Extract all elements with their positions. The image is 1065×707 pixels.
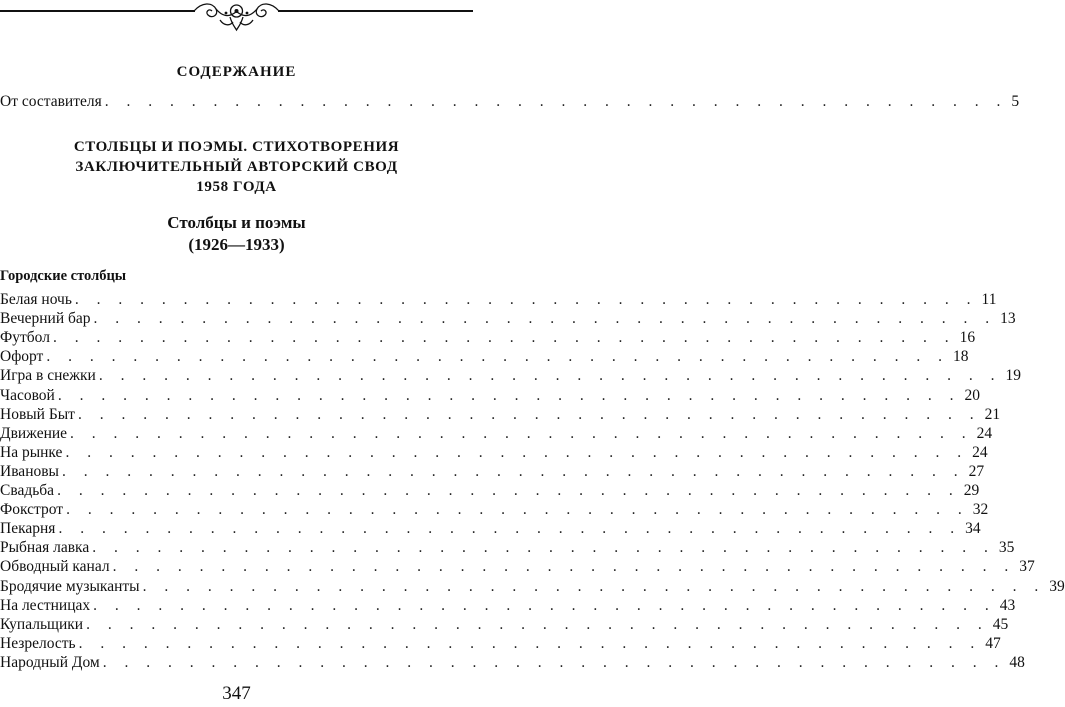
toc-entry-label: Фокстрот bbox=[0, 501, 64, 519]
toc-entry[interactable] bbox=[0, 386, 980, 405]
toc-entry-page: 5 bbox=[1011, 93, 1020, 110]
toc-entry[interactable] bbox=[0, 443, 988, 462]
toc-leader-dots: . . . . . . . . . . . . . . . . . . . . . . . . . . . . . . . . . . . . . . . . . . bbox=[102, 653, 1006, 671]
toc-leader-dots: . . . . . . . . . . . . . . . . . . . . . . . . . . . . . . . . . . . . . . . . . . bbox=[104, 93, 1008, 110]
toc-entry-label: Ивановы bbox=[0, 462, 59, 480]
toc-entry-label: Белая ночь bbox=[0, 291, 72, 308]
toc-leader-dots: . . . . . . . . . . . . . . . . . . . . . . . . . . . . . . . . . . . . . . . . . . bbox=[142, 577, 1046, 595]
toc-entry-label: Часовой bbox=[0, 386, 55, 404]
toc-entry-page: 24 bbox=[972, 443, 988, 461]
toc-entry[interactable] bbox=[0, 462, 985, 481]
toc-entry[interactable] bbox=[0, 557, 1035, 576]
toc-entry-page: 32 bbox=[972, 501, 989, 519]
toc-leader-dots: . . . . . . . . . . . . . . . . . . . . . . . . . . . . . . . . . . . . . . . . . . bbox=[57, 386, 961, 404]
toc-entry-label: От составителя bbox=[0, 93, 102, 110]
toc-entry[interactable] bbox=[0, 347, 969, 366]
toc-entry-page: 35 bbox=[998, 539, 1015, 557]
header-rule-left bbox=[0, 10, 195, 12]
section-heading-line3: 1958 ГОДА bbox=[196, 179, 277, 195]
toc-leader-dots: . . . . . . . . . . . . . . . . . . . . . . . . . . . . . . . . . . . . . . . . . . bbox=[61, 462, 965, 480]
toc-entry-page: 24 bbox=[976, 424, 993, 442]
toc-entry[interactable] bbox=[0, 634, 1001, 653]
subsection-title: Столбцы и поэмы bbox=[167, 213, 306, 232]
toc-entry-label: Офорт bbox=[0, 348, 44, 366]
toc-leader-dots: . . . . . . . . . . . . . . . . . . . . . . . . . . . . . . . . . . . . . . . . . . bbox=[78, 634, 982, 652]
toc-entry[interactable] bbox=[0, 309, 1016, 328]
toc-entry-label: Вечерний бар bbox=[0, 310, 91, 328]
toc-leader-dots: . . . . . . . . . . . . . . . . . . . . . . . . . . . . . . . . . . . . . . . . . . bbox=[66, 501, 969, 519]
floral-ornament-icon bbox=[190, 0, 283, 32]
toc-entry[interactable] bbox=[0, 328, 976, 347]
toc-entry-page: 16 bbox=[959, 329, 976, 347]
toc-entry-page: 47 bbox=[985, 634, 1001, 652]
toc-entry-page: 11 bbox=[981, 291, 997, 308]
subsection-years: (1926—1933) bbox=[188, 235, 285, 254]
toc-entry[interactable] bbox=[0, 481, 980, 500]
toc-leader-dots: . . . . . . . . . . . . . . . . . . . . . . . . . . . . . . . . . . . . . . . . . . bbox=[46, 348, 949, 366]
toc-leader-dots: . . . . . . . . . . . . . . . . . . . . . . . . . . . . . . . . . . . . . . . . . . bbox=[86, 615, 989, 633]
toc-entry-page: 48 bbox=[1009, 653, 1025, 671]
toc-leader-dots: . . . . . . . . . . . . . . . . . . . . . . . . . . . . . . . . . . . . . . . . . . bbox=[57, 482, 960, 499]
toc-leader-dots: . . . . . . . . . . . . . . . . . . . . . . . . . . . . . . . . . . . . . . . . . . bbox=[77, 405, 981, 423]
toc-leader-dots: . . . . . . . . . . . . . . . . . . . . . . . . . . . . . . . . . . . . . . . . . . bbox=[70, 424, 973, 442]
toc-entry-page: 21 bbox=[984, 405, 1001, 423]
toc-entry-label: Народный Дом bbox=[0, 653, 100, 671]
toc-entry-label: Купальщики bbox=[0, 615, 84, 633]
toc-entry-page: 37 bbox=[1019, 558, 1035, 576]
toc-entry-page: 39 bbox=[1049, 577, 1065, 595]
toc-entry[interactable] bbox=[0, 366, 1021, 385]
toc-leader-dots: . . . . . . . . . . . . . . . . . . . . . . . . . . . . . . . . . . . . . . . . . . bbox=[98, 367, 1002, 385]
toc-entry[interactable] bbox=[0, 290, 997, 309]
toc-entry-page: 43 bbox=[999, 596, 1016, 614]
toc-entry-label: Обводный канал bbox=[0, 558, 110, 576]
toc-entry[interactable] bbox=[0, 405, 1001, 424]
toc-leader-dots: . . . . . . . . . . . . . . . . . . . . . . . . . . . . . . . . . . . . . . . . . . bbox=[93, 310, 997, 328]
toc-entry[interactable] bbox=[0, 424, 993, 443]
toc-entry[interactable] bbox=[0, 577, 1065, 596]
toc-entry-page: 45 bbox=[992, 615, 1009, 633]
toc-entry[interactable] bbox=[0, 653, 1025, 672]
toc-entry[interactable] bbox=[0, 596, 1016, 615]
toc-entry-label: Движение bbox=[0, 424, 68, 442]
toc-entry-label: Рыбная лавка bbox=[0, 539, 90, 557]
toc-entry-page: 18 bbox=[952, 348, 969, 366]
toc-entry-page: 13 bbox=[1000, 310, 1016, 328]
toc-entry-page: 27 bbox=[968, 462, 985, 480]
toc-leader-dots: . . . . . . . . . . . . . . . . . . . . . . . . . . . . . . . . . . . . . . . . . . bbox=[93, 596, 996, 614]
toc-entry-page: 20 bbox=[964, 386, 980, 404]
toc-entry-label: Свадьба bbox=[0, 482, 55, 499]
toc-entry-page: 29 bbox=[963, 482, 980, 499]
section-heading-line1: СТОЛБЦЫ И ПОЭМЫ. СТИХОТВОРЕНИЯ bbox=[73, 139, 400, 155]
toc-entry-label: На рынке bbox=[0, 443, 63, 461]
group-title: Городские столбцы bbox=[0, 268, 127, 284]
toc-entry-label: Новый Быт bbox=[0, 405, 75, 423]
toc-entry-page: 19 bbox=[1005, 367, 1021, 385]
toc-entry-label: Пекарня bbox=[0, 520, 56, 538]
toc-leader-dots: . . . . . . . . . . . . . . . . . . . . . . . . . . . . . . . . . . . . . . . . . . bbox=[112, 558, 1016, 576]
toc-entry-label: Футбол bbox=[0, 329, 50, 347]
toc-entry[interactable] bbox=[0, 500, 989, 519]
toc-entry-label: На лестницах bbox=[0, 596, 91, 614]
toc-entry-intro[interactable] bbox=[0, 92, 1020, 111]
toc-entry[interactable] bbox=[0, 519, 981, 538]
page-number: 347 bbox=[222, 683, 251, 704]
toc-leader-dots: . . . . . . . . . . . . . . . . . . . . . . . . . . . . . . . . . . . . . . . . . . bbox=[65, 443, 969, 461]
contents-title: СОДЕРЖАНИЕ bbox=[176, 64, 297, 80]
toc-leader-dots: . . . . . . . . . . . . . . . . . . . . . . . . . . . . . . . . . . . . . . . . . . bbox=[92, 539, 995, 557]
header-rule-right bbox=[278, 10, 473, 12]
toc-leader-dots: . . . . . . . . . . . . . . . . . . . . . . . . . . . . . . . . . . . . . . . . . . bbox=[52, 329, 956, 347]
toc-entry-label: Незрелость bbox=[0, 634, 76, 652]
toc-entry-label: Игра в снежки bbox=[0, 367, 96, 385]
toc-entry-page: 34 bbox=[965, 520, 981, 538]
section-heading-line2: ЗАКЛЮЧИТЕЛЬНЫЙ АВТОРСКИЙ СВОД bbox=[75, 159, 398, 175]
toc-entry[interactable] bbox=[0, 538, 1015, 557]
toc-leader-dots: . . . . . . . . . . . . . . . . . . . . . . . . . . . . . . . . . . . . . . . . . . bbox=[58, 520, 962, 538]
toc-entry[interactable] bbox=[0, 615, 1009, 634]
toc-entry-label: Бродячие музыканты bbox=[0, 577, 140, 595]
toc-leader-dots: . . . . . . . . . . . . . . . . . . . . . . . . . . . . . . . . . . . . . . . . . . bbox=[74, 291, 978, 308]
